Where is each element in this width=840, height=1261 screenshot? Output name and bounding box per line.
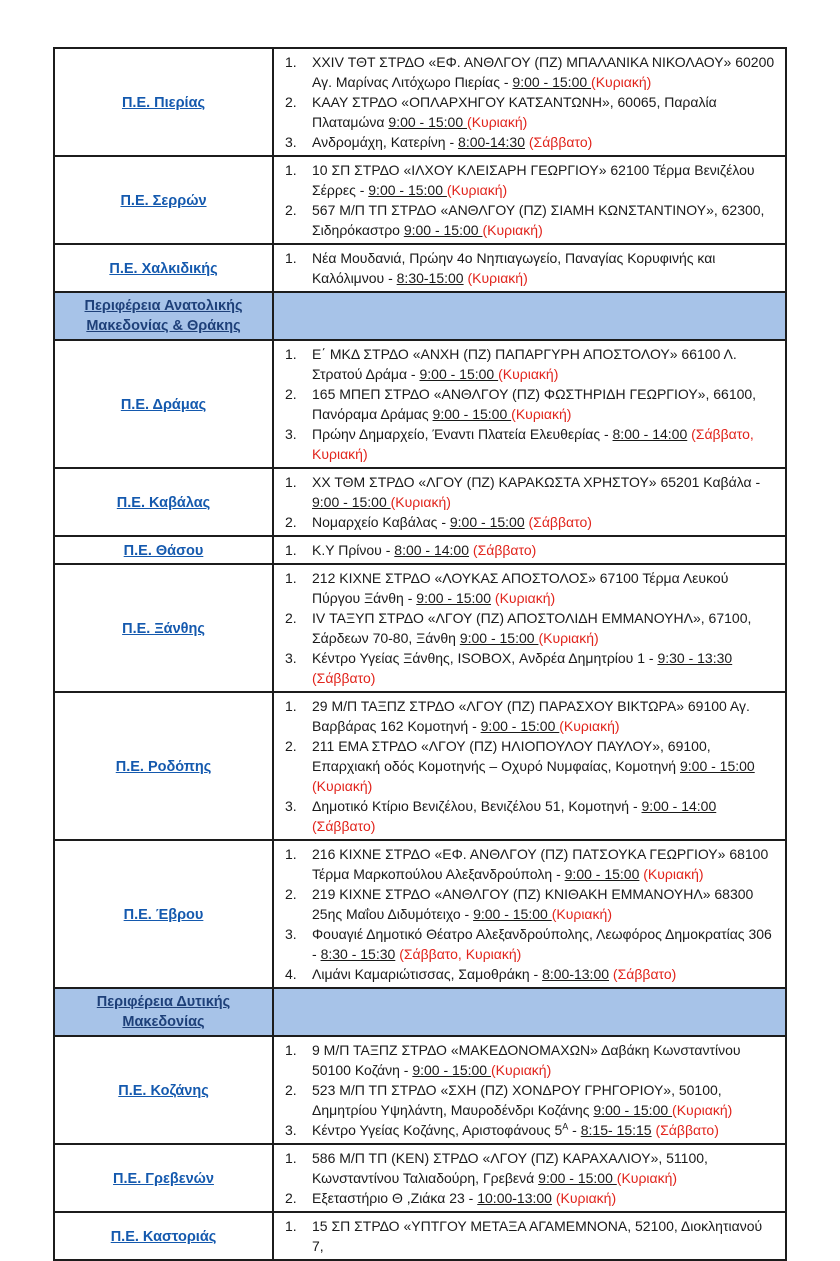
item-text (312, 472, 777, 512)
region-link[interactable]: Π.Ε. Κοζάνης (118, 1082, 209, 1099)
item-text (312, 696, 777, 736)
time-range: 9:00 - 15:00 (564, 866, 640, 882)
item-text (312, 796, 777, 836)
item-text-segment: Ανδρομάχη, Κατερίνη - (312, 134, 459, 150)
day-note: (Κυριακή) (591, 74, 652, 90)
day-note: (Κυριακή) (482, 222, 543, 238)
item-text-segment: 29 Μ/Π ΤΑΞΠΖ ΣΤΡΔΟ «ΛΓΟΥ (ΠΖ) ΠΑΡΑΣΧΟΥ ΒΙΚΤΩΡΑ» 69100 Αγ. Βαρβάρας 162 Κομοτηνή - (312, 698, 750, 734)
day-note: (Σάββατο) (472, 542, 537, 558)
item-number: 3. (285, 426, 297, 442)
superscript: Α (562, 1121, 569, 1132)
locations-cell (273, 536, 786, 564)
item-number: 1. (285, 698, 297, 714)
locations-cell (273, 340, 786, 468)
item-text-segment: 211 ΕΜΑ ΣΤΡΔΟ «ΛΓΟΥ (ΠΖ) ΗΛΙΟΠΟΥΛΟΥ ΠΑΥΛΟΥ», 69100, Επαρχιακή οδός Κομοτηνής – Οχυρό Νυμφαίας, Κομοτηνή (312, 738, 711, 774)
time-range: 9:00 - 15:00 (312, 494, 391, 510)
list-item (274, 344, 777, 384)
table-row (54, 1036, 786, 1144)
item-text (312, 1040, 777, 1080)
region-cell (54, 468, 273, 536)
day-note: (Κυριακή) (467, 270, 528, 286)
list-item (274, 648, 777, 688)
time-range: 9:00 - 15:00 (432, 406, 512, 422)
time-range: 9:00 - 15:00 (412, 1062, 491, 1078)
list-item (274, 844, 777, 884)
day-note: (Κυριακή) (390, 494, 451, 510)
region-link[interactable]: Π.Ε. Έβρου (123, 906, 204, 923)
list-item (274, 924, 777, 964)
item-text-segment: Φουαγιέ Δημοτικό Θέατρο Αλεξανδρούπολης, Λεωφόρος Δημοκρατίας 306 - (312, 926, 772, 962)
table-row (54, 468, 786, 536)
item-number: 1. (285, 162, 297, 178)
region-link[interactable]: Π.Ε. Θάσου (123, 542, 204, 559)
day-note: (Κυριακή) (511, 406, 572, 422)
day-note: (Κυριακή) (559, 718, 620, 734)
item-number: 1. (285, 1150, 297, 1166)
section-title: Περιφέρεια Ανατολικής Μακεδονίας & Θράκης (84, 298, 243, 334)
item-text (312, 1216, 777, 1256)
item-text-segment: 10 ΣΠ ΣΤΡΔΟ «ΙΛΧΟΥ ΚΛΕΙΣΑΡΗ ΓΕΩΡΓΙΟΥ» 62100 Τέρμα Βενιζέλου Σέρρες - (312, 162, 755, 198)
item-text (312, 540, 777, 560)
list-item (274, 696, 777, 736)
list-item (274, 1080, 777, 1120)
item-number: 3. (285, 650, 297, 666)
region-link[interactable]: Π.Ε. Πιερίας (121, 94, 206, 111)
item-text (312, 424, 777, 464)
day-note: (Κυριακή) (467, 114, 528, 130)
item-text (312, 200, 777, 240)
item-text-segment: ΧΧ ΤΘΜ ΣΤΡΔΟ «ΛΓΟΥ (ΠΖ) ΚΑΡΑΚΩΣΤΑ ΧΡΗΣΤΟΥ» 65201 Καβάλα - (312, 474, 761, 490)
section-header-cell (54, 988, 273, 1036)
time-range: 9:00 - 15:00 (593, 1102, 673, 1118)
day-note: (Κυριακή) (312, 778, 373, 794)
locations-cell (273, 156, 786, 244)
table-row (54, 244, 786, 292)
time-range: 9:00 - 15:00 (449, 514, 525, 530)
time-range: 9:00 - 15:00 (480, 718, 560, 734)
day-note: (Κυριακή) (643, 866, 704, 882)
item-text-segment: 567 Μ/Π ΤΠ ΣΤΡΔΟ «ΑΝΘΛΓΟΥ (ΠΖ) ΣΙΑΜΗ ΚΩΝΣΤΑΝΤΙΝΟΥ», 62300, Σιδηρόκαστρο (312, 202, 765, 238)
item-text (312, 964, 777, 984)
time-range: 8:15- 15:15 (580, 1122, 652, 1138)
item-text (312, 1188, 777, 1208)
region-cell (54, 840, 273, 988)
item-text-segment: 9 Μ/Π ΤΑΞΠΖ ΣΤΡΔΟ «ΜΑΚΕΔΟΝΟΜΑΧΩΝ» Δαβάκη Κωνσταντίνου 50100 Κοζάνη - (312, 1042, 741, 1078)
day-note: (Κυριακή) (446, 182, 508, 198)
time-range: 8:00-13:00 (542, 966, 610, 982)
list-item (274, 92, 777, 132)
item-number: 1. (285, 570, 297, 586)
item-text (312, 92, 777, 132)
region-cell (54, 692, 273, 840)
day-note: (Κυριακή) (555, 1190, 617, 1206)
table-row (54, 48, 786, 156)
list-item (274, 472, 777, 512)
item-text-segment: Εξεταστήριο Θ ,Ζιάκα 23 - (312, 1190, 478, 1206)
item-number: 1. (285, 346, 297, 362)
day-note: (Σάββατο) (612, 966, 677, 982)
list-item (274, 424, 777, 464)
locations-cell (273, 48, 786, 156)
item-text-segment: ΚΑΑΥ ΣΤΡΔΟ «ΟΠΛΑΡΧΗΓΟΥ ΚΑΤΣΑΝΤΩΝΗ», 60065, Παραλία Πλαταμώνα (312, 94, 717, 130)
item-number: 1. (285, 474, 297, 490)
item-text-segment: Κ.Υ Πρίνου - (312, 542, 395, 558)
item-text (312, 1080, 777, 1120)
item-text-segment: XXIV ΤΘΤ ΣΤΡΔΟ «ΕΦ. ΑΝΘΛΓΟΥ (ΠΖ) ΜΠΑΛΑΝΙΚΑ ΝΙΚΟΛΑΟΥ» 60200 Αγ. Μαρίνας Λιτόχωρο Πιερίας - (312, 54, 775, 90)
list-item (274, 200, 777, 240)
locations-cell (273, 244, 786, 292)
day-note: (Σάββατο) (312, 818, 376, 834)
time-range: 9:30 - 13:30 (657, 650, 733, 666)
item-number: 2. (285, 94, 297, 110)
list-item (274, 796, 777, 836)
item-number: 1. (285, 54, 297, 70)
item-number: 2. (285, 1082, 297, 1098)
item-text-segment: - (568, 1122, 581, 1138)
list-item (274, 248, 777, 288)
list-item (274, 160, 777, 200)
region-link[interactable]: Π.Ε. Ξάνθης (122, 620, 205, 637)
table-row (54, 292, 786, 340)
region-cell (54, 564, 273, 692)
list-item (274, 1120, 777, 1140)
list-item (274, 568, 777, 608)
list-item (274, 132, 777, 152)
region-cell (54, 1212, 273, 1260)
table-row (54, 564, 786, 692)
item-text-segment: 586 Μ/Π ΤΠ (ΚΕΝ) ΣΤΡΔΟ «ΛΓΟΥ (ΠΖ) ΚΑΡΑΧΑΛΙΟΥ», 51100, Κωνσταντίνου Ταλιαδούρη, Γρεβενά (312, 1150, 708, 1186)
item-text-segment: Δημοτικό Κτίριο Βενιζέλου, Βενιζέλου 51, Κομοτηνή - (312, 798, 642, 814)
day-note: (Σάββατο) (528, 134, 593, 150)
list-item (274, 884, 777, 924)
item-text-segment: Πρώην Δημαρχείο, Έναντι Πλατεία Ελευθερίας - (312, 426, 613, 442)
item-text (312, 248, 777, 288)
list-item (274, 1216, 777, 1256)
regional-units-table-body (54, 48, 786, 1260)
region-link[interactable]: Π.Ε. Σερρών (120, 192, 207, 209)
region-link[interactable]: Π.Ε. Ροδόπης (115, 758, 212, 775)
day-note: (Κυριακή) (538, 630, 599, 646)
time-range: 9:00 - 14:00 (641, 798, 717, 814)
region-cell (54, 244, 273, 292)
list-item (274, 608, 777, 648)
item-number: 3. (285, 798, 297, 814)
locations-cell (273, 1144, 786, 1212)
time-range: 8:00 - 14:00 (394, 542, 470, 558)
item-number: 2. (285, 202, 297, 218)
list-item (274, 1188, 777, 1208)
item-text-segment: Κέντρο Υγείας Ξάνθης, ISOBOX, Ανδρέα Δημητρίου 1 - (312, 650, 658, 666)
item-text (312, 568, 777, 608)
time-range: 9:00 - 15:00 (512, 74, 592, 90)
item-text (312, 132, 777, 152)
item-number: 2. (285, 386, 297, 402)
list-item (274, 1148, 777, 1188)
day-note: (Σάββατο, Κυριακή) (399, 946, 522, 962)
day-note: (Κυριακή) (494, 590, 556, 606)
item-number: 1. (285, 542, 297, 558)
item-text-segment: Κέντρο Υγείας Κοζάνης, Αριστοφάνους 5 (312, 1122, 563, 1138)
item-text (312, 736, 777, 796)
table-row (54, 1212, 786, 1260)
item-number: 1. (285, 250, 297, 266)
region-cell (54, 536, 273, 564)
item-text-segment: IV ΤΑΞΥΠ ΣΤΡΔΟ «ΛΓΟΥ (ΠΖ) ΑΠΟΣΤΟΛΙΔΗ ΕΜΜΑΝΟΥΗΛ», 67100, Σάρδεων 70-80, Ξάνθη (312, 610, 752, 646)
time-range: 9:00 - 15:00 (419, 366, 499, 382)
regional-units-table (53, 47, 787, 1261)
time-range: 9:00 - 15:00 (459, 630, 539, 646)
list-item (274, 540, 777, 560)
region-link[interactable]: Π.Ε. Καβάλας (116, 494, 211, 511)
region-link[interactable]: Π.Ε. Χαλκιδικής (109, 260, 218, 277)
time-range: 8:30 - 15:30 (320, 946, 396, 962)
day-note: (Κυριακή) (551, 906, 612, 922)
list-item (274, 384, 777, 424)
locations-cell (273, 564, 786, 692)
item-text (312, 924, 777, 964)
item-text (312, 160, 777, 200)
region-link[interactable]: Π.Ε. Γρεβενών (113, 1170, 214, 1187)
item-number: 2. (285, 886, 297, 902)
item-text (312, 1148, 777, 1188)
item-text-segment: 216 ΚΙΧΝΕ ΣΤΡΔΟ «ΕΦ. ΑΝΘΛΓΟΥ (ΠΖ) ΠΑΤΣΟΥΚΑ ΓΕΩΡΓΙΟΥ» 68100 Τέρμα Μαρκοπούλου Αλεξανδρούπολη - (312, 846, 769, 882)
item-text (312, 344, 777, 384)
item-number: 2. (285, 1190, 297, 1206)
table-row (54, 340, 786, 468)
item-text-segment: Ε΄ ΜΚΔ ΣΤΡΔΟ «ΑΝΧΗ (ΠΖ) ΠΑΠΑΡΓΥΡΗ ΑΠΟΣΤΟΛΟΥ» 66100 Λ. Στρατού Δράμα - (312, 346, 737, 382)
region-cell (54, 48, 273, 156)
item-number: 4. (285, 966, 297, 982)
item-text-segment: 212 ΚΙΧΝΕ ΣΤΡΔΟ «ΛΟΥΚΑΣ ΑΠΟΣΤΟΛΟΣ» 67100 Τέρμα Λευκού Πύργου Ξάνθη - (312, 570, 729, 606)
item-number: 1. (285, 1218, 297, 1234)
section-title: Περιφέρεια Δυτικής Μακεδονίας (96, 994, 231, 1030)
time-range: 10:00-13:00 (477, 1190, 552, 1206)
time-range: 8:30-15:00 (396, 270, 464, 286)
item-text (312, 384, 777, 424)
table-row (54, 692, 786, 840)
item-text (312, 648, 777, 688)
list-item (274, 52, 777, 92)
item-text (312, 52, 777, 92)
time-range: 9:00 - 15:00 (679, 758, 755, 774)
item-text (312, 608, 777, 648)
locations-cell (273, 840, 786, 988)
time-range: 9:00 - 15:00 (473, 906, 552, 922)
list-item (274, 736, 777, 796)
locations-cell (273, 692, 786, 840)
region-cell (54, 156, 273, 244)
table-row (54, 156, 786, 244)
list-item (274, 1040, 777, 1080)
time-range: 8:00-14:30 (458, 134, 525, 150)
item-text (312, 512, 777, 532)
region-cell (54, 1036, 273, 1144)
item-number: 1. (285, 1042, 297, 1058)
table-row (54, 1144, 786, 1212)
time-range: 9:00 - 15:00 (368, 182, 447, 198)
item-text-segment: Νομαρχείο Καβάλας - (312, 514, 450, 530)
time-range: 9:00 - 15:00 (388, 114, 468, 130)
locations-cell (273, 468, 786, 536)
region-link[interactable]: Π.Ε. Δράμας (120, 396, 207, 413)
time-range: 8:00 - 14:00 (612, 426, 688, 442)
list-item (274, 512, 777, 532)
day-note: (Σάββατο, Κυριακή) (312, 426, 754, 462)
item-text (312, 884, 777, 924)
item-text (312, 1120, 777, 1140)
item-text-segment: 15 ΣΠ ΣΤΡΔΟ «ΥΠΤΓΟΥ ΜΕΤΑΞΑ ΑΓΑΜΕΜΝΟΝΑ, 52100, Διοκλητιανού 7, (312, 1218, 763, 1254)
item-text-segment: 219 ΚΙΧΝΕ ΣΤΡΔΟ «ΑΝΘΛΓΟΥ (ΠΖ) ΚΝΙΘΑΚΗ ΕΜΜΑΝΟΥΗΛ» 68300 25ης Μαΐου Διδυμότειχο - (312, 886, 754, 922)
section-header-empty-cell (273, 988, 786, 1036)
day-note: (Κυριακή) (672, 1102, 733, 1118)
item-text-segment: 523 Μ/Π ΤΠ ΣΤΡΔΟ «ΣΧΗ (ΠΖ) ΧΟΝΔΡΟΥ ΓΡΗΓΟΡΙΟΥ», 50100, Δημητρίου Υψηλάντη, Μαυροδένδρι Κοζάνης (312, 1082, 722, 1118)
item-number: 3. (285, 134, 297, 150)
time-range: 9:00 - 15:00 (403, 222, 483, 238)
list-item (274, 964, 777, 984)
table-row (54, 840, 786, 988)
time-range: 9:00 - 15:00 (416, 590, 492, 606)
section-header-cell (54, 292, 273, 340)
time-range: 9:00 - 15:00 (538, 1170, 617, 1186)
day-note: (Σάββατο) (655, 1122, 719, 1138)
region-link[interactable]: Π.Ε. Καστοριάς (110, 1228, 217, 1245)
item-text (312, 844, 777, 884)
day-note: (Κυριακή) (490, 1062, 552, 1078)
item-number: 3. (285, 1122, 297, 1138)
locations-cell (273, 1036, 786, 1144)
day-note: (Σάββατο) (312, 670, 376, 686)
region-cell (54, 1144, 273, 1212)
table-row (54, 988, 786, 1036)
day-note: (Κυριακή) (616, 1170, 678, 1186)
item-number: 2. (285, 514, 297, 530)
day-note: (Κυριακή) (498, 366, 559, 382)
table-row (54, 536, 786, 564)
item-text-segment: Λιμάνι Καμαριώτισσας, Σαμοθράκη - (312, 966, 543, 982)
item-number: 2. (285, 610, 297, 626)
item-number: 2. (285, 738, 297, 754)
item-number: 1. (285, 846, 297, 862)
section-header-empty-cell (273, 292, 786, 340)
region-cell (54, 340, 273, 468)
day-note: (Σάββατο) (528, 514, 592, 530)
item-text-segment: 165 ΜΠΕΠ ΣΤΡΔΟ «ΑΝΘΛΓΟΥ (ΠΖ) ΦΩΣΤΗΡΙΔΗ ΓΕΩΡΓΙΟΥ», 66100, Πανόραμα Δράμας (312, 386, 757, 422)
locations-cell (273, 1212, 786, 1260)
item-number: 3. (285, 926, 297, 942)
item-text-segment: Νέα Μουδανιά, Πρώην 4ο Νηπιαγωγείο, Παναγίας Κορυφινής και Καλόλιμνου - (312, 250, 716, 286)
